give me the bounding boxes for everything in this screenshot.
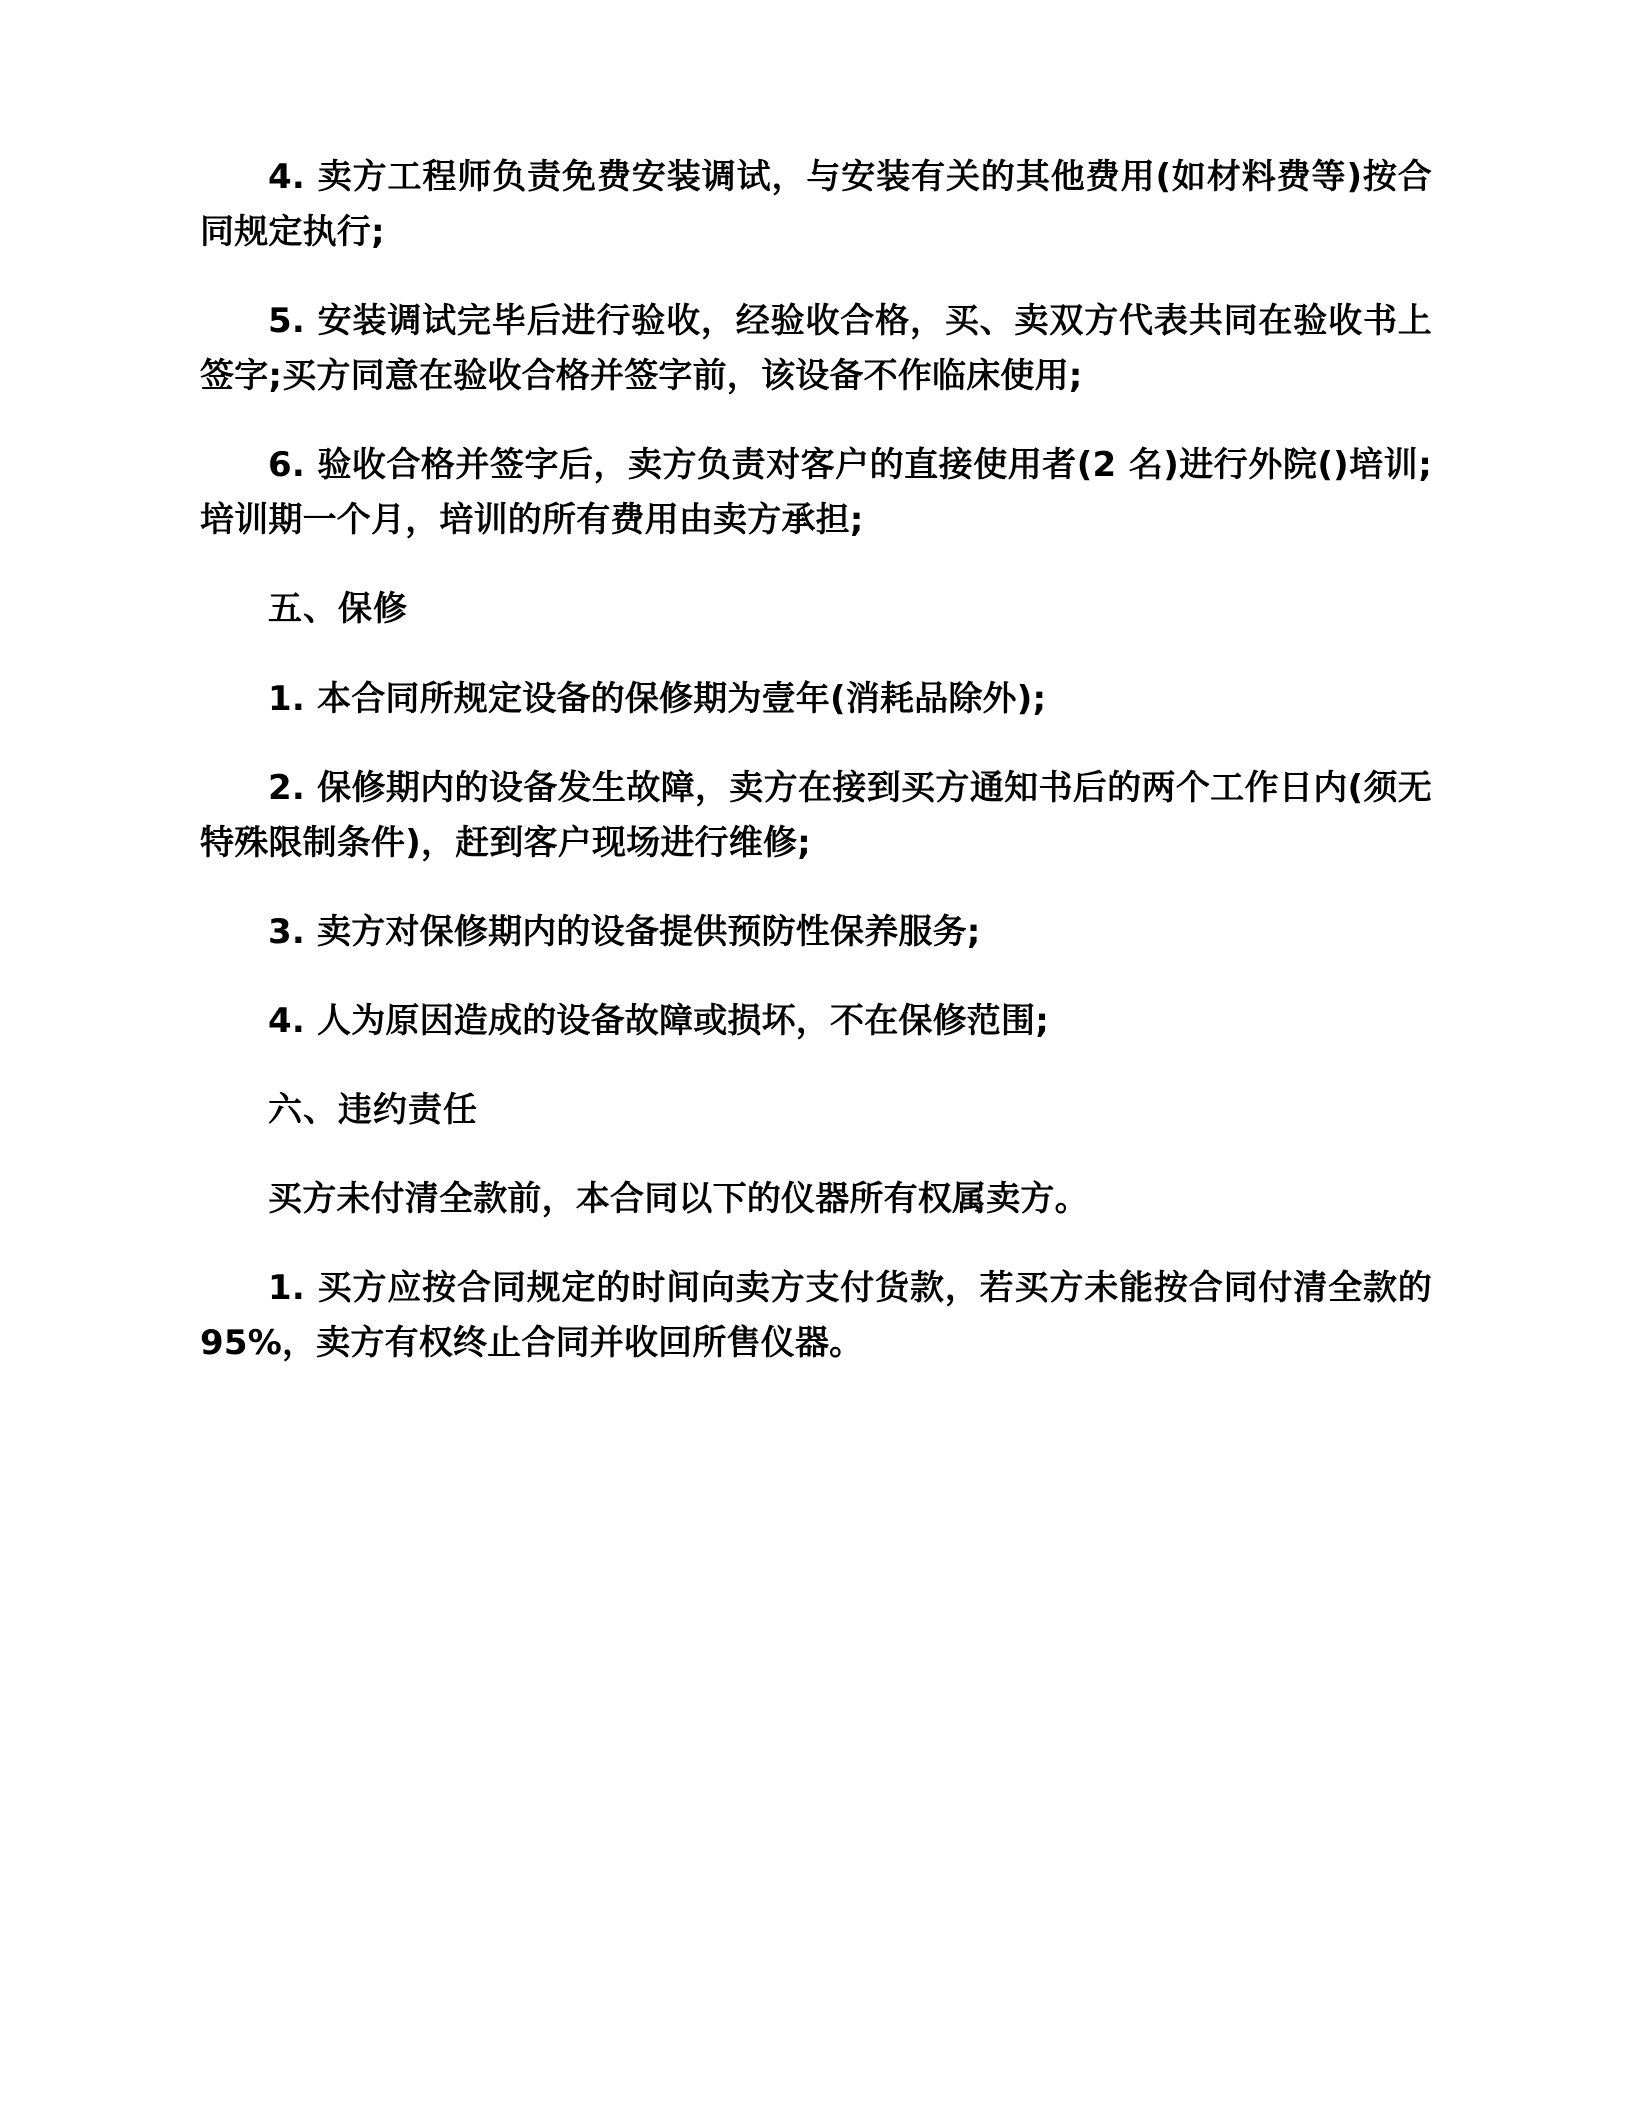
document-body <box>200 150 1432 1371</box>
paragraph-warranty-2: 2. 保修期内的设备发生故障，卖方在接到买方通知书后的两个工作日内(须无特殊限制条件)，赶到客户现场进行维修; <box>200 767 1432 863</box>
paragraph-warranty-1: 1. 本合同所规定设备的保修期为壹年(消耗品除外); <box>268 678 1047 719</box>
heading-section-five-warranty: 五、保修 <box>268 589 408 630</box>
paragraph-clause-4-install: 4. 卖方工程师负责免费安装调试，与安装有关的其他费用(如材料费等)按合同规定执行; <box>200 157 1432 253</box>
paragraph-warranty-4: 4. 人为原因造成的设备故障或损坏，不在保修范围; <box>268 1000 1050 1041</box>
paragraph-breach-intro: 买方未付清全款前，本合同以下的仪器所有权属卖方。 <box>268 1179 1089 1220</box>
heading-section-six-breach: 六、违约责任 <box>268 1089 478 1130</box>
paragraph-warranty-3: 3. 卖方对保修期内的设备提供预防性保养服务; <box>268 911 981 952</box>
paragraph-breach-1: 1. 买方应按合同规定的时间向卖方支付货款，若买方未能按合同付清全款的 95%，卖方有权终止合同并收回所售仪器。 <box>200 1268 1432 1364</box>
paragraph-clause-5-acceptance: 5. 安装调试完毕后进行验收，经验收合格，买、卖双方代表共同在验收书上签字;买方同意在验收合格并签字前，该设备不作临床使用; <box>200 301 1432 397</box>
paragraph-clause-6-training: 6. 验收合格并签字后，卖方负责对客户的直接使用者(2 名)进行外院()培训;培训期一个月，培训的所有费用由卖方承担; <box>200 445 1432 541</box>
